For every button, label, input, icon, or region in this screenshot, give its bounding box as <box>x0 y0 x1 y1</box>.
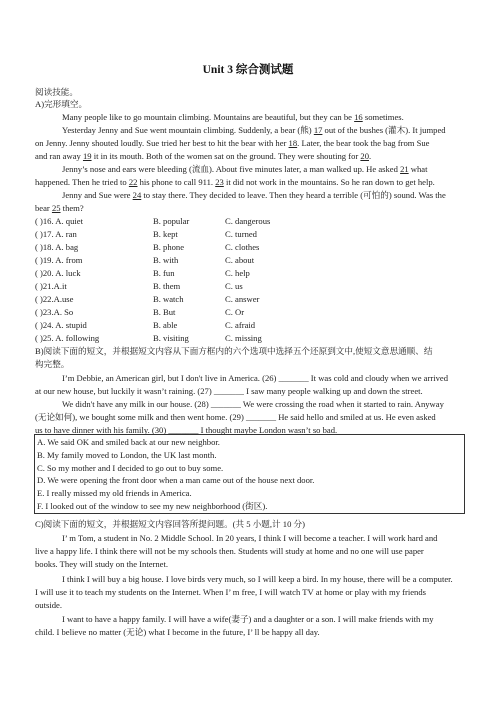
passage-text: happened. Then he tried to <box>35 177 129 187</box>
option-c: C. answer <box>225 294 260 304</box>
passage-text: and ran away <box>35 151 83 161</box>
part-c-passage-line: live a happy life. I think there will not be my schools then. Students will study at home and no one will use paper <box>35 546 424 556</box>
blank-number: 20 <box>360 151 369 161</box>
document-title: Unit 3 综合测试题 <box>202 64 294 76</box>
choice-item: F. I looked out of the window to see my new neighborhood (街区). <box>37 501 268 511</box>
passage-text: it in its mouth. Both of the women sat on the ground. They were shouting for <box>91 151 361 161</box>
passage-text: . Later, the bear took the bag from Sue <box>297 138 430 148</box>
part-c-heading: C)阅读下面的短文，并根据短文内容回答所提问题。(共 5 小题,计 10 分) <box>35 519 305 529</box>
cloze-passage-line <box>62 111 492 123</box>
blank-number: 17 <box>313 125 323 135</box>
cloze-passage-line <box>62 163 492 175</box>
blank-number: 25 <box>51 203 61 213</box>
passage-text: bear <box>35 203 52 213</box>
option-b: B. kept <box>153 229 178 239</box>
option-c: C. dangerous <box>225 216 271 226</box>
passage-text: what <box>408 164 428 174</box>
part-b-passage-line: I’m Debbie, an American girl, but I don't live in America. (26) _______ It was cold and cloudy when we arrived <box>62 373 449 383</box>
passage-text: on Jenny. Jenny shouted loudly. Sue tried her best to hit the bear with her <box>35 138 289 148</box>
part-b-passage-line: We didn't have any milk in our house. (28) _______ We were crossing the road when it started to rain. Anyway <box>62 399 444 409</box>
option-a: ( )23.A. So <box>35 307 74 317</box>
option-a: ( )21.A.it <box>35 281 67 291</box>
blank-number: 19 <box>82 151 92 161</box>
passage-text: out of the bushes (灌木). It jumped <box>322 125 446 135</box>
option-a: ( )24. A. stupid <box>35 320 87 330</box>
passage-text: Jenny and Sue were <box>62 190 133 200</box>
choices-box <box>34 434 465 514</box>
part-c-passage-line: child. I believe no matter (无论) what I become in the future, I’ ll be happy all day. <box>35 627 320 637</box>
passage-text: it did not work in the mountains. So he ran down to get help. <box>223 177 435 187</box>
passage-text: Yesterday Jenny and Sue went mountain climbing. Suddenly, a bear (熊) <box>62 125 314 135</box>
part-b-passage-line: (无论如何), we bought some milk and then went home. (29) _______ He said hello and smiled at us. He even asked <box>35 412 436 422</box>
passage-text: them? <box>60 203 84 213</box>
blank-number: 23 <box>215 177 224 187</box>
option-c: C. clothes <box>225 242 260 252</box>
part-b-heading-cont: 构完整。 <box>35 359 70 369</box>
blank-number: 24 <box>132 190 142 200</box>
option-a: ( )20. A. luck <box>35 268 81 278</box>
cloze-passage-line <box>62 124 492 136</box>
part-c-passage-line: I think I will buy a big house. I love birds very much, so I will keep a bird. In my house, there will be a computer. <box>62 574 453 584</box>
choice-item: A. We said OK and smiled back at our new neighbor. <box>37 437 220 447</box>
blank-number: 18 <box>288 138 298 148</box>
option-a: ( )17. A. ran <box>35 229 77 239</box>
choice-item: C. So my mother and I decided to go out to buy some. <box>37 462 224 473</box>
option-b: B. with <box>153 255 179 265</box>
part-c-passage-line: I will use it to teach my students on the Internet. When I’ m free, I will watch TV at home or play with my friends <box>35 587 426 597</box>
option-c: C. about <box>225 255 255 265</box>
part-c-passage-line: outside. <box>35 600 62 610</box>
part-b-heading: B)阅读下面的短文，并根据短文内容从下面方框内的六个选项中选择五个还原到文中,使短文意思通顺、结 <box>35 346 433 356</box>
choice-item: D. We were opening the front door when a man came out of the house next door. <box>37 475 315 486</box>
option-b: B. popular <box>153 216 190 226</box>
option-b: B. But <box>153 307 176 317</box>
choice-item: B. My family moved to London, the UK last month. <box>37 449 217 460</box>
option-c: C. help <box>225 268 250 278</box>
option-c: C. Or <box>225 307 245 317</box>
part-c-passage-line: I want to have a happy family. I will have a wife(妻子) and a daughter or a son. I will make friends with my <box>62 614 434 624</box>
cloze-passage-line <box>35 150 465 162</box>
option-c: C. turned <box>225 229 257 239</box>
choice-item: E. I really missed my old friends in America. <box>37 488 192 499</box>
option-b: B. fun <box>153 268 175 278</box>
cloze-passage-line <box>35 202 465 214</box>
option-b: B. able <box>153 320 178 330</box>
option-b: B. watch <box>153 294 184 304</box>
cloze-passage-line <box>62 189 492 201</box>
section-header: 阅读技能。 <box>35 87 78 97</box>
blank-number: 22 <box>128 177 138 187</box>
option-c: C. us <box>225 281 243 291</box>
option-c: C. afraid <box>225 320 256 330</box>
part-a-heading: A)完形填空。 <box>35 99 88 109</box>
passage-text: Jenny’s nose and ears were bleeding (流血). About five minutes later, a man walked up. He asked <box>62 164 401 174</box>
passage-text: sometimes. <box>362 112 404 122</box>
blank-number: 16 <box>354 112 363 122</box>
passage-text: Many people like to go mountain climbing. Mountains are beautiful, but they can be <box>62 112 355 122</box>
part-b-passage-line: at our new house, but luckily it wasn’t raining. (27) _______ I saw many people walking up and down the street. <box>35 386 423 396</box>
part-c-passage-line: books. They will study on the Internet. <box>35 559 169 569</box>
option-a: ( )18. A. bag <box>35 242 79 252</box>
part-b-passage-line: us to have dinner with his family. (30) _______ I thought maybe London wasn’t so bad. <box>35 425 338 435</box>
option-b: B. phone <box>153 242 185 252</box>
cloze-passage-line <box>35 176 465 188</box>
part-c-passage-line: I’ m Tom, a student in No. 2 Middle School. In 20 years, I think I will become a teacher. I will work hard and <box>62 533 438 543</box>
option-a: ( )22.A.use <box>35 294 74 304</box>
option-b: B. visiting <box>153 333 189 343</box>
blank-number: 21 <box>400 164 409 174</box>
passage-text: to stay there. They decided to leave. Then they heard a terrible (可怕的) sound. Was the <box>141 190 446 200</box>
option-a: ( )19. A. from <box>35 255 83 265</box>
passage-text: . <box>369 151 372 161</box>
option-a: ( )16. A. quiet <box>35 216 83 226</box>
option-c: C. missing <box>225 333 262 343</box>
option-a: ( )25. A. following <box>35 333 100 343</box>
option-b: B. them <box>153 281 181 291</box>
passage-text: his phone to call 911. <box>137 177 216 187</box>
cloze-passage-line <box>35 137 465 149</box>
